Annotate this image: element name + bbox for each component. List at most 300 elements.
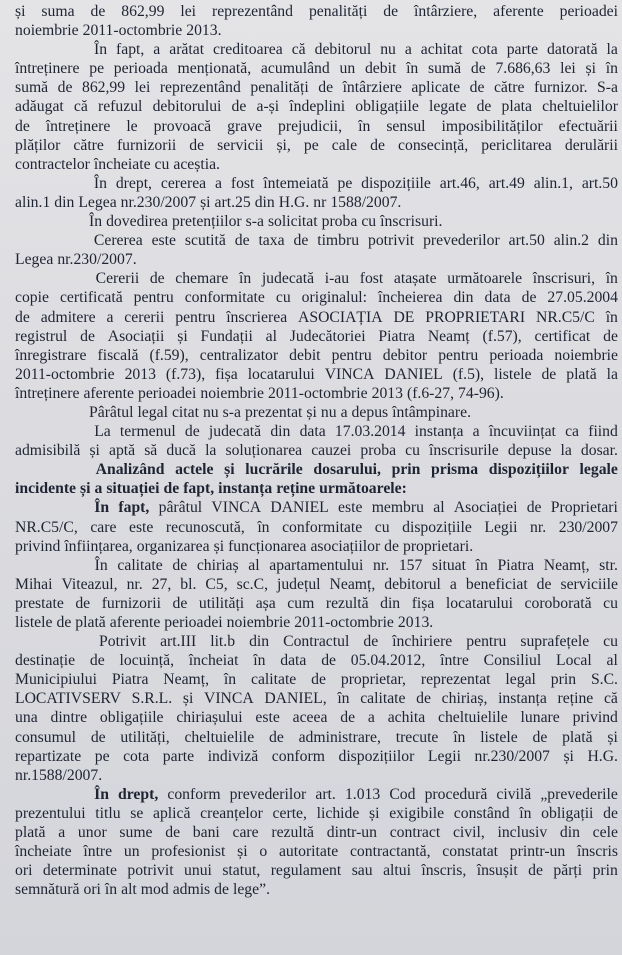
- word: aptă: [108, 442, 136, 460]
- word: debit: [364, 60, 397, 78]
- word: constând: [453, 804, 510, 822]
- word: proba: [360, 442, 397, 460]
- word: data: [299, 423, 326, 441]
- word: conformitate: [282, 518, 363, 536]
- word: prezentat: [244, 403, 303, 421]
- word: ori: [83, 881, 101, 899]
- word: Legea: [78, 193, 117, 211]
- word: depus: [351, 403, 389, 421]
- word: și: [80, 480, 91, 498]
- word: perioada: [113, 60, 168, 78]
- word: în: [406, 60, 419, 78]
- word: administrare,: [298, 728, 381, 746]
- word: DE: [393, 308, 415, 326]
- word: care: [90, 518, 117, 536]
- word: așa: [255, 594, 276, 612]
- word: utilități: [198, 594, 245, 612]
- word: cu: [361, 213, 377, 231]
- word: VINCA: [324, 365, 375, 383]
- word: Analizând: [95, 461, 165, 479]
- word: exigibile: [389, 804, 445, 822]
- word: întreținere: [15, 384, 80, 402]
- word: prezentului: [15, 804, 86, 822]
- word: către: [493, 79, 525, 97]
- text-line: [15, 880, 618, 899]
- word: de: [165, 824, 181, 842]
- word: dispozițiile: [402, 518, 472, 536]
- word: lichide: [316, 804, 360, 822]
- word: sc.C,: [236, 575, 268, 593]
- word: registrul: [15, 327, 68, 345]
- word: cu: [603, 594, 618, 612]
- word: printr-un: [509, 843, 566, 861]
- word: instanța: [414, 423, 464, 441]
- word: regulament: [270, 862, 342, 880]
- word: debitorul: [314, 41, 372, 59]
- word: cheltuielile: [184, 728, 255, 746]
- word: proprietari.: [402, 537, 474, 555]
- word: de: [536, 575, 552, 593]
- word: la: [606, 41, 618, 59]
- word: DANIEL: [270, 499, 329, 517]
- text-line: [15, 460, 618, 479]
- word: debit: [289, 346, 321, 364]
- word: în: [104, 881, 118, 899]
- word: a-și: [256, 98, 280, 116]
- word: în: [223, 671, 237, 689]
- word: legale: [579, 461, 618, 479]
- word: LOCATIVSERV: [15, 690, 121, 708]
- word: fapt,: [116, 41, 145, 59]
- text-line: [15, 174, 618, 193]
- text-line: [15, 556, 618, 575]
- word: aplică: [153, 804, 191, 822]
- word: art.25: [214, 193, 251, 211]
- word: pentru: [331, 346, 372, 364]
- word: în: [239, 270, 252, 288]
- word: perioada: [489, 346, 544, 364]
- word: pe: [94, 747, 110, 765]
- word: prin: [391, 461, 421, 479]
- word: admisibilă: [15, 442, 81, 460]
- text-line: [15, 308, 618, 327]
- word: prejudicii,: [278, 117, 343, 135]
- word: serviciile: [560, 575, 618, 593]
- word: prin: [592, 862, 618, 880]
- word: în: [605, 270, 618, 288]
- word: cale: [331, 136, 358, 154]
- word: pârâtul: [158, 499, 203, 517]
- word: Viteazul,: [61, 575, 118, 593]
- word: obligațiile: [99, 709, 164, 727]
- word: de: [184, 423, 200, 441]
- word: Legii: [484, 518, 518, 536]
- word: 17.03.2014: [334, 423, 406, 441]
- word: nr.230/2007.: [57, 251, 137, 269]
- word: nr: [313, 193, 327, 211]
- word: Neamț,: [543, 556, 590, 574]
- word: părți: [553, 862, 583, 880]
- word: încheiat: [188, 652, 239, 670]
- word: perioadei: [137, 384, 197, 402]
- text-line: [15, 231, 618, 250]
- word: statut,: [222, 862, 261, 880]
- word: și: [237, 843, 248, 861]
- word: dispozițiilor: [488, 461, 569, 479]
- word: de: [231, 98, 247, 116]
- word: altui: [383, 862, 411, 880]
- word: judecată: [208, 423, 262, 441]
- word: a: [367, 709, 375, 727]
- word: admitere: [40, 308, 96, 326]
- word: penalități: [308, 3, 368, 20]
- word: și: [369, 804, 380, 822]
- text-line: [15, 21, 618, 40]
- word: periclitarea: [481, 136, 552, 154]
- word: 7.686,63: [495, 60, 551, 78]
- text-line: [15, 670, 618, 689]
- word: art.46,: [439, 174, 480, 192]
- word: calitate: [117, 556, 163, 574]
- word: de: [57, 79, 73, 97]
- word: prestate: [15, 594, 64, 612]
- word: incidente: [15, 480, 77, 498]
- word: cu: [405, 442, 420, 460]
- word: achitat: [420, 41, 463, 59]
- word: nr.230/2007: [120, 193, 197, 211]
- word: H.G.: [587, 747, 618, 765]
- word: provoacă: [153, 117, 212, 135]
- word: rezultă: [325, 594, 369, 612]
- word: fiind: [588, 423, 618, 441]
- word: de: [234, 232, 250, 250]
- word: În: [94, 785, 109, 803]
- word: înscrisurile: [429, 442, 499, 460]
- word: lege”.: [232, 881, 270, 899]
- word: la: [606, 365, 618, 383]
- text-line: [15, 747, 618, 766]
- word: creanțelor: [200, 804, 263, 822]
- word: Asociații: [107, 327, 165, 345]
- word: taxa: [258, 232, 285, 250]
- word: mod: [140, 881, 169, 899]
- word: a: [404, 41, 412, 59]
- word: contractantă,: [349, 843, 431, 861]
- text-line: [15, 136, 618, 155]
- word: rezultă: [271, 824, 315, 842]
- word: 2011-octombrie: [15, 365, 115, 383]
- text-line: [15, 537, 618, 556]
- word: „prevederile: [540, 785, 618, 803]
- word: PROPRIETARI: [425, 308, 526, 326]
- word: a: [94, 480, 103, 498]
- text-line: [15, 365, 618, 384]
- word: certificată: [59, 289, 123, 307]
- word: cota: [123, 747, 150, 765]
- word: Neamț,: [329, 575, 376, 593]
- word: proba: [321, 213, 358, 231]
- word: plată: [75, 614, 106, 631]
- word: art.III: [160, 633, 197, 651]
- text-line: [15, 2, 618, 21]
- word: 2013.: [397, 614, 434, 631]
- text-line: [15, 804, 618, 823]
- word: refuzul: [98, 98, 143, 116]
- word: pe: [89, 60, 105, 78]
- word: fost: [359, 270, 384, 288]
- word: În: [93, 41, 108, 59]
- text-line: [15, 117, 618, 136]
- word: calitate: [250, 671, 297, 689]
- word: trecute: [395, 728, 439, 746]
- word: nr.230/2007: [474, 747, 550, 765]
- word: de: [603, 804, 618, 822]
- word: aceea: [292, 709, 328, 727]
- word: pretențiilor: [171, 213, 242, 231]
- word: dintre: [50, 709, 88, 727]
- word: dispozițiile: [361, 174, 431, 192]
- word: (f.59),: [149, 346, 189, 364]
- word: S-a: [597, 79, 618, 97]
- word: Legii: [427, 747, 461, 765]
- word: un: [123, 843, 140, 861]
- word: în: [253, 652, 266, 670]
- text-line: [15, 78, 618, 97]
- word: nu: [380, 41, 396, 59]
- word: cererea: [160, 174, 207, 192]
- word: potrivit: [367, 232, 415, 250]
- word: nu: [202, 403, 219, 421]
- word: servicii: [217, 136, 264, 154]
- word: aferente: [493, 3, 544, 20]
- word: C5,: [205, 575, 228, 593]
- word: Cererea: [93, 232, 143, 250]
- word: VINCA: [203, 690, 254, 708]
- word: la: [205, 442, 217, 460]
- word: 2011-octombrie: [82, 22, 183, 40]
- word: Asociației: [453, 499, 518, 517]
- word: cele: [592, 824, 618, 842]
- word: i-au: [324, 270, 350, 288]
- word: civilă: [496, 785, 532, 803]
- word: indiviză: [207, 747, 259, 765]
- word: încheiate: [15, 843, 72, 861]
- word: utilități,: [120, 728, 170, 746]
- word: drept,: [118, 785, 159, 803]
- word: contractelor: [15, 155, 90, 173]
- word: în: [475, 556, 488, 574]
- word: suprafețele: [520, 633, 590, 651]
- word: creditoarea: [213, 41, 283, 59]
- word: data: [484, 289, 511, 307]
- word: funcționarea: [228, 537, 307, 555]
- word: noiembrie: [554, 346, 618, 364]
- word: (f.5),: [452, 365, 485, 383]
- word: Consiliul: [483, 652, 542, 670]
- word: lunare: [520, 709, 560, 727]
- word: din: [453, 289, 474, 307]
- word: autoritate: [278, 843, 339, 861]
- word: nr.1588/2007.: [15, 766, 103, 784]
- word: fapt,: [118, 499, 150, 517]
- word: suma: [41, 3, 75, 20]
- word: de: [603, 327, 618, 345]
- text-line: [15, 59, 618, 78]
- text-line: [15, 766, 618, 785]
- word: de: [383, 3, 399, 20]
- word: de: [189, 136, 205, 154]
- word: bani: [192, 824, 220, 842]
- word: a: [472, 423, 480, 441]
- text-line: [15, 613, 618, 632]
- word: al: [265, 327, 277, 345]
- word: În: [93, 174, 107, 192]
- word: legate: [428, 98, 467, 116]
- word: reprezentând: [159, 79, 241, 97]
- word: consumul: [15, 728, 77, 746]
- word: soluționarea: [225, 442, 303, 460]
- word: din: [597, 232, 618, 250]
- word: bl.: [180, 575, 197, 593]
- word: În: [89, 213, 103, 231]
- word: sumă: [15, 79, 49, 97]
- word: de: [528, 862, 543, 880]
- word: copie: [15, 289, 49, 307]
- word: perioadei: [559, 3, 618, 20]
- word: data: [280, 652, 307, 670]
- word: și: [177, 327, 188, 345]
- word: furnizorii: [101, 594, 161, 612]
- word: ducă: [166, 442, 196, 460]
- word: debitorului: [152, 98, 222, 116]
- word: de: [370, 136, 385, 154]
- word: de: [526, 499, 542, 517]
- word: scutită: [184, 232, 226, 250]
- word: 05.04.2012,: [350, 652, 426, 670]
- word: pe: [303, 136, 319, 154]
- text-line: [15, 479, 618, 498]
- text-line: [15, 403, 618, 422]
- word: de: [15, 308, 30, 326]
- word: art.49: [488, 174, 525, 192]
- word: de: [363, 633, 379, 651]
- word: sume: [119, 824, 153, 842]
- word: de: [384, 537, 399, 555]
- word: timbru: [317, 232, 360, 250]
- word: plată: [15, 824, 46, 842]
- word: întreținere: [15, 60, 80, 78]
- word: cererii: [124, 308, 165, 326]
- word: aferente: [109, 614, 161, 631]
- word: de: [80, 327, 95, 345]
- word: Fundații: [200, 327, 253, 345]
- word: una: [15, 709, 38, 727]
- word: de: [470, 60, 486, 78]
- word: întemeiată: [263, 174, 329, 192]
- word: S.C.: [590, 671, 618, 689]
- word: listele: [15, 614, 53, 631]
- word: repartizate: [15, 747, 82, 765]
- word: legal: [137, 403, 168, 421]
- word: de: [416, 690, 431, 708]
- word: membru: [371, 499, 424, 517]
- word: potrivit: [127, 862, 174, 880]
- word: Potrivit: [99, 633, 147, 651]
- word: este: [128, 518, 154, 536]
- word: de: [321, 652, 336, 670]
- word: 27,: [151, 575, 172, 593]
- text-line: [15, 651, 618, 670]
- word: semnătură: [15, 881, 80, 899]
- word: fișa: [411, 594, 435, 612]
- word: și: [306, 403, 317, 421]
- word: arătat: [169, 41, 205, 59]
- word: noiembrie: [15, 22, 79, 40]
- word: obligațiile: [355, 98, 419, 116]
- word: încheierea: [378, 289, 443, 307]
- word: în: [605, 60, 618, 78]
- word: art.: [315, 785, 336, 803]
- word: imposibilităților: [441, 117, 543, 135]
- word: (f.73),: [165, 365, 206, 383]
- word: plată: [566, 365, 597, 383]
- word: aferente: [83, 384, 134, 402]
- word: de: [340, 709, 356, 727]
- word: H.G.: [278, 193, 310, 211]
- word: înscris,: [421, 862, 467, 880]
- word: 2013: [371, 384, 403, 402]
- word: 1588/2007.: [330, 193, 402, 211]
- word: originalul:: [301, 289, 368, 307]
- word: locatarului: [247, 365, 315, 383]
- word: cum: [287, 594, 315, 612]
- word: organizarea: [136, 537, 210, 555]
- word: 230/2007: [558, 518, 618, 536]
- word: din: [254, 193, 275, 211]
- word: de: [172, 556, 188, 574]
- word: a: [106, 308, 114, 326]
- word: plata: [501, 98, 533, 116]
- word: următoarele:: [319, 480, 407, 498]
- word: DANIEL: [384, 365, 443, 383]
- word: fișa: [215, 365, 238, 383]
- word: centralizator: [199, 346, 279, 364]
- word: str.: [599, 556, 618, 574]
- word: prevederilor: [423, 232, 500, 250]
- word: încuviințat: [488, 423, 556, 441]
- word: de: [90, 728, 106, 746]
- word: debitorul: [384, 575, 441, 593]
- word: listele: [494, 365, 532, 383]
- word: consecință,: [398, 136, 469, 154]
- word: calitate: [360, 690, 406, 708]
- word: chiriaș: [196, 556, 239, 574]
- word: de: [149, 270, 165, 288]
- word: nu: [320, 403, 337, 421]
- word: unor: [77, 824, 107, 842]
- word: încheiate: [93, 155, 151, 173]
- word: coroborată: [524, 594, 592, 612]
- word: se: [130, 804, 144, 822]
- word: dispozițiilor: [338, 747, 415, 765]
- word: de: [56, 614, 72, 631]
- word: însușit: [476, 862, 518, 880]
- word: perioadei: [164, 614, 223, 631]
- text-line: [15, 97, 618, 116]
- word: cauzei: [311, 442, 352, 460]
- word: 74-96).: [458, 384, 504, 402]
- word: locuință,: [119, 652, 174, 670]
